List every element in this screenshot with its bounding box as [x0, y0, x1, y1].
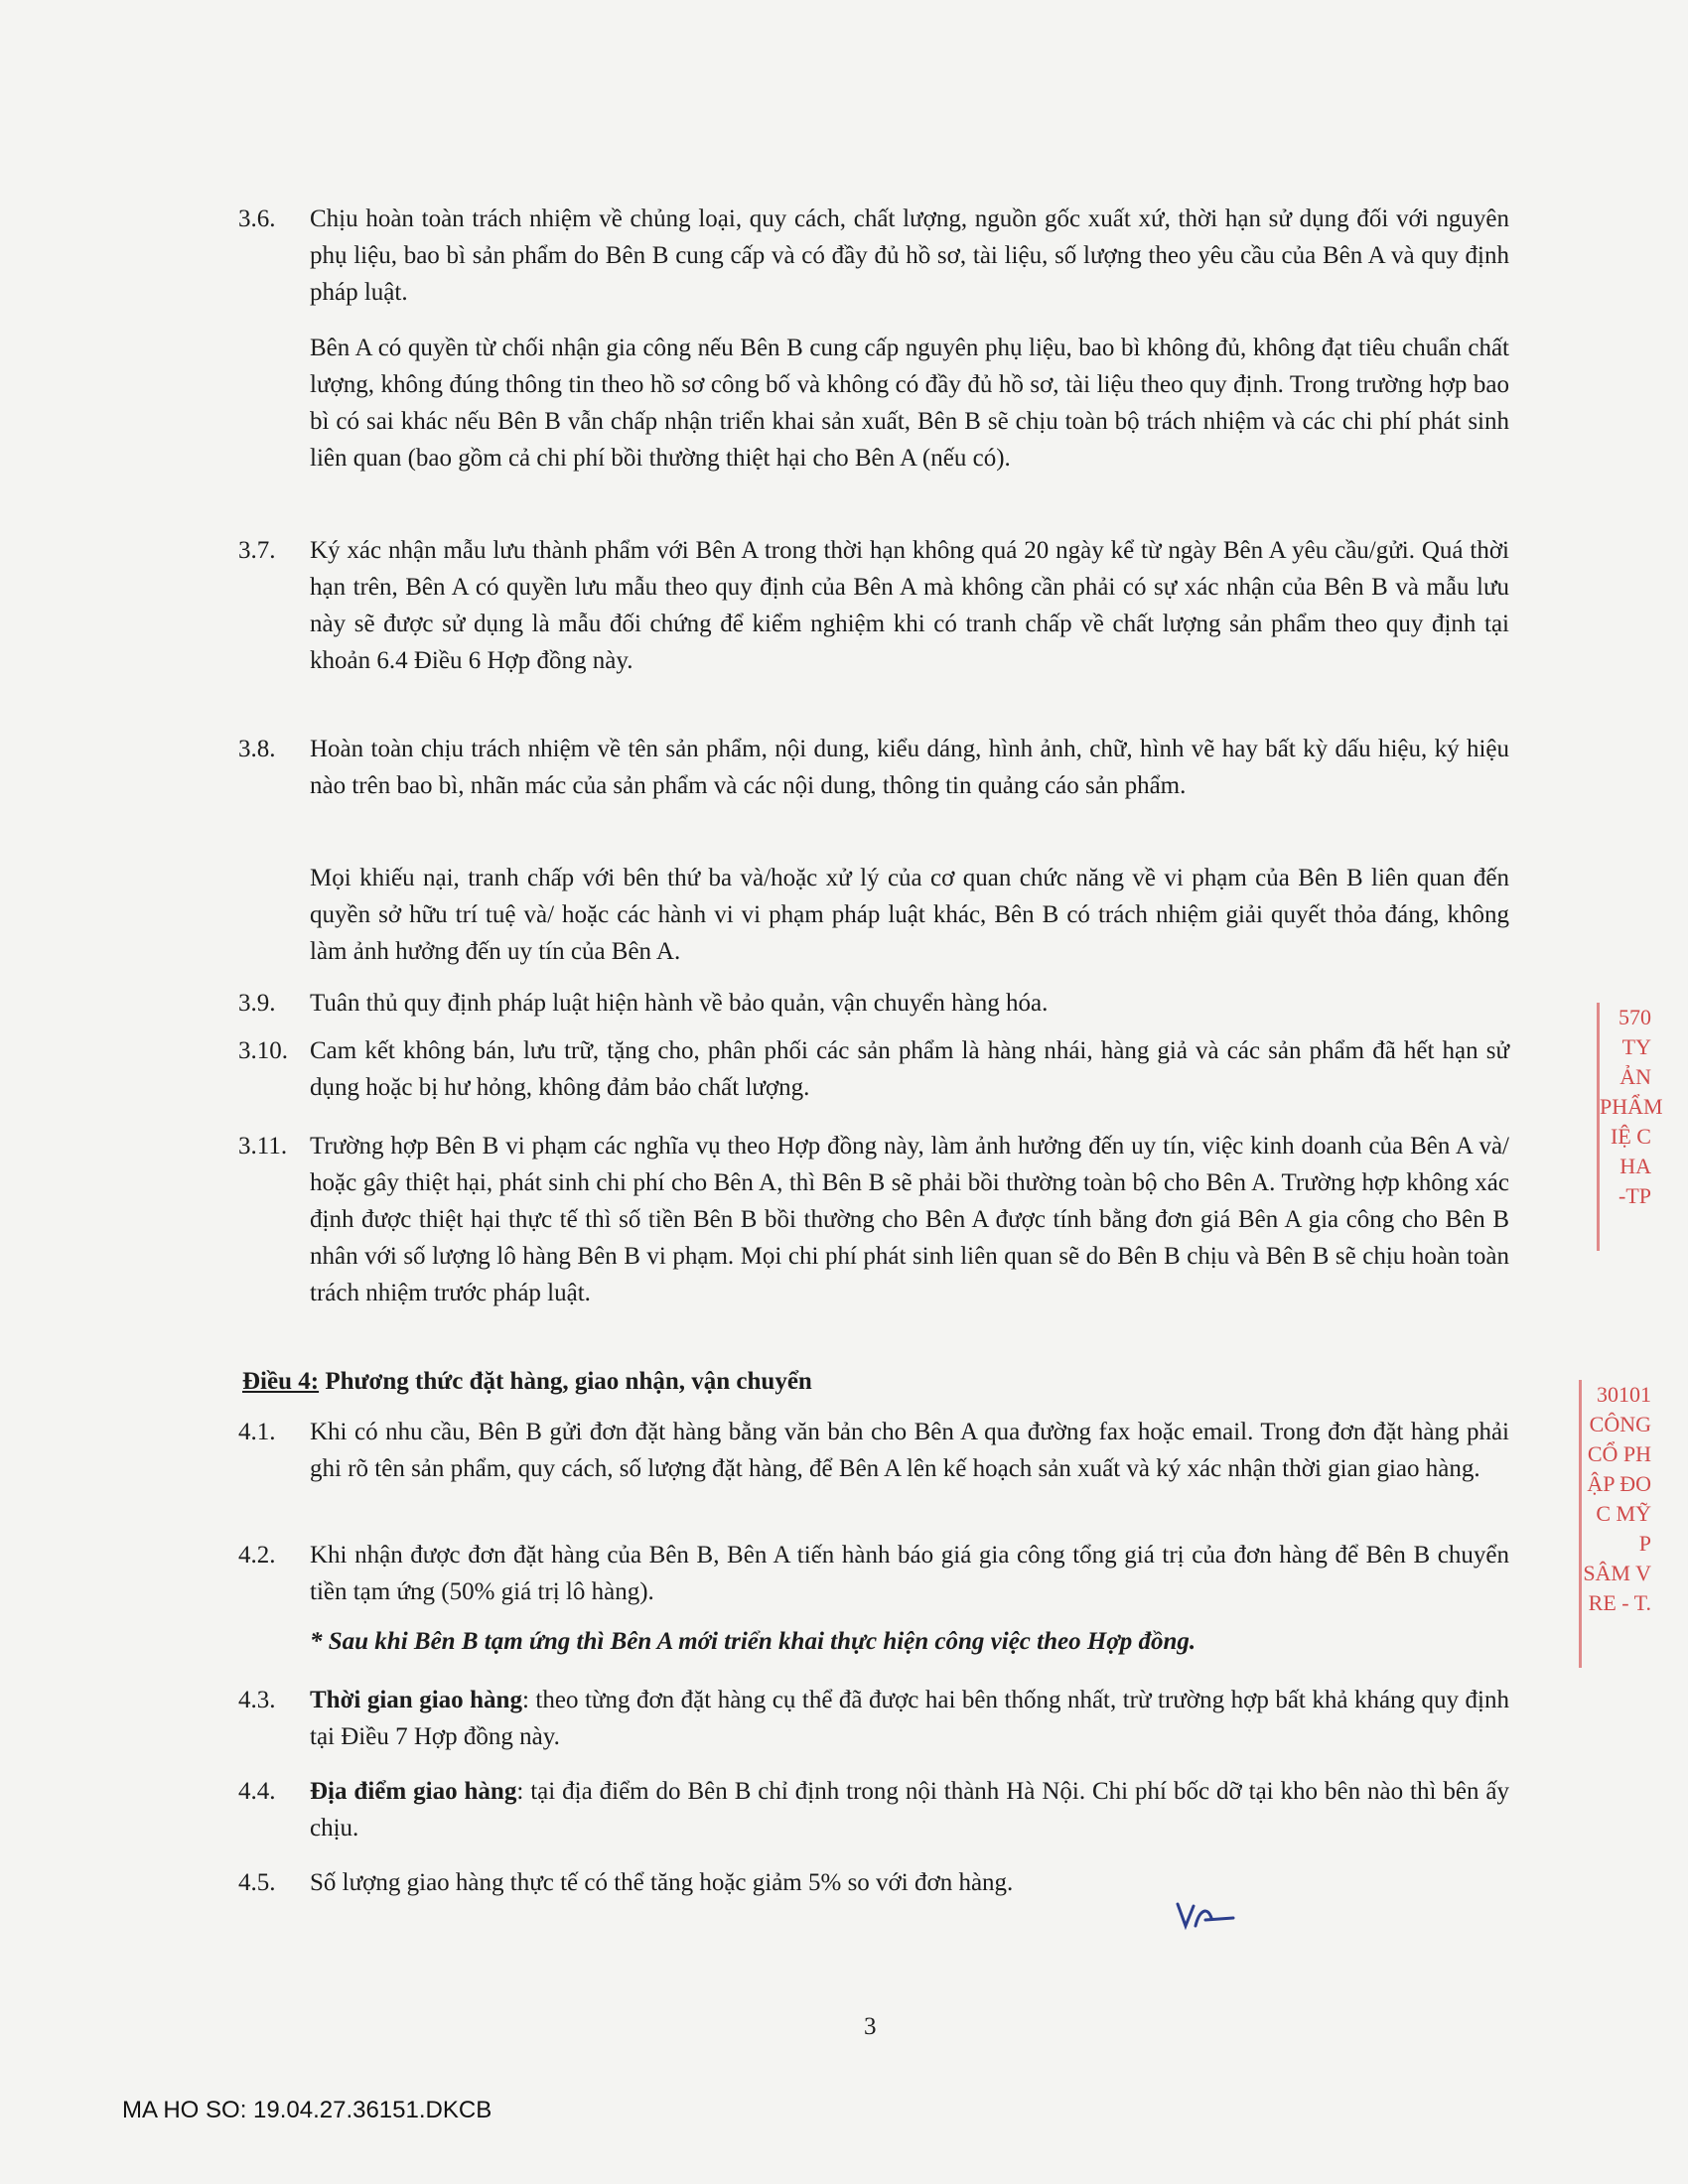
clause-text: Ký xác nhận mẫu lưu thành phẩm với Bên A trong thời hạn không quá 20 ngày kể từ ngày Bên A yêu cầu/gửi. Quá thời hạn trên, Bên A có quyền lưu mẫu theo quy định của Bên A mà không cần phải có sự xác nhận của Bên B và mẫu lưu này sẽ được sử dụng là mẫu đối chứng để kiểm nghiệm khi có tranh chấp về chất lượng sản phẩm theo quy định tại khoản 6.4 Điều 6 Hợp đồng này.	[310, 537, 1509, 674]
clause-body: : theo từng đơn đặt hàng cụ thể đã được hai bên thống nhất, trừ trường hợp bất khả kháng quy định tại Điều 7 Hợp đồng này.	[310, 1687, 1509, 1750]
clause-text: Trường hợp Bên B vi phạm các nghĩa vụ theo Hợp đồng này, làm ảnh hưởng đến uy tín, việc kinh doanh của Bên A và/ hoặc gây thiệt hại, phát sinh chi phí cho Bên A, thì Bên B sẽ phải bồi thường toàn bộ cho Bên A. Trường hợp không xác định được thiệt hại thực tế thì số tiền Bên B bồi thường cho Bên A được tính bằng đơn giá Bên A gia công cho Bên B nhân với số lượng lô hàng Bên B vi phạm. Mọi chi phí phát sinh liên quan sẽ do Bên B chịu và Bên B sẽ chịu hoàn toàn trách nhiệm trước pháp luật.	[310, 1133, 1509, 1306]
clause-number: 4.5.	[238, 1869, 276, 1896]
article-title: Phương thức đặt hàng, giao nhận, vận chuyển	[325, 1368, 812, 1395]
clause-text: Tuân thủ quy định pháp luật hiện hành về bảo quản, vận chuyển hàng hóa.	[310, 990, 1049, 1017]
clause-number: 4.2.	[238, 1542, 276, 1569]
clause-text	[310, 1773, 1509, 1846]
clause-text: Số lượng giao hàng thực tế có thể tăng hoặc giảm 5% so với đơn hàng.	[310, 1869, 1014, 1896]
clause-body: : tại địa điểm do Bên B chỉ định trong nội thành Hà Nội. Chi phí bốc dỡ tại kho bên nào thì bên ấy chịu.	[310, 1778, 1510, 1842]
stamp-text: CỔ PH	[1587, 1441, 1651, 1466]
advance-payment-note: * Sau khi Bên B tạm ứng thì Bên A mới triển khai thực hiện công việc theo Hợp đồng.	[310, 1628, 1196, 1655]
clause-3-6-paragraph: Bên A có quyền từ chối nhận gia công nếu Bên B cung cấp nguyên phụ liệu, bao bì không đủ, không đạt tiêu chuẩn chất lượng, không đúng thông tin theo hồ sơ công bố và không có đầy đủ hồ sơ, tài liệu theo quy định. Trong trường hợp bao bì có sai khác nếu Bên B vẫn chấp nhận triển khai sản xuất, Bên B sẽ chịu toàn bộ trách nhiệm và các chi phí phát sinh liên quan (bao gồm cả chi phí bồi thường thiệt hại cho Bên A (nếu có).	[310, 335, 1509, 472]
stamp-text: C MỸ P	[1596, 1501, 1651, 1556]
clause-text: Hoàn toàn chịu trách nhiệm về tên sản phẩm, nội dung, kiểu dáng, hình ảnh, chữ, hình vẽ hay bất kỳ dấu hiệu, ký hiệu nào trên bao bì, nhãn mác của sản phẩm và các nội dung, thông tin quảng cáo sản phẩm.	[310, 736, 1509, 799]
clause-text	[310, 1682, 1509, 1755]
clause-bold-term: Địa điểm giao hàng	[310, 1778, 517, 1805]
clause-number: 3.6.	[238, 205, 276, 232]
stamp-text: 570	[1618, 1005, 1651, 1029]
stamp-text: 30101	[1597, 1382, 1651, 1407]
clause-number: 4.3.	[238, 1687, 276, 1713]
clause-text: Khi có nhu cầu, Bên B gửi đơn đặt hàng bằng văn bản cho Bên A qua đường fax hoặc email. Trong đơn đặt hàng phải ghi rõ tên sản phẩm, quy cách, số lượng đặt hàng, để Bên A lên kế hoạch sản xuất và ký xác nhận thời gian giao hàng.	[310, 1419, 1509, 1482]
company-stamp-fragment-1	[1597, 1003, 1663, 1251]
stamp-text: SÂM V	[1583, 1561, 1651, 1585]
stamp-text: CÔNG	[1589, 1412, 1651, 1436]
company-stamp-fragment-2	[1579, 1380, 1651, 1668]
clause-number: 3.9.	[238, 990, 276, 1017]
stamp-text: IỆ C	[1611, 1124, 1651, 1149]
stamp-text: ẬP ĐO	[1587, 1471, 1651, 1496]
stamp-text: PHẨM	[1600, 1094, 1663, 1119]
clause-number: 3.11.	[238, 1133, 288, 1160]
article-label: Điều 4:	[242, 1368, 320, 1395]
clause-text: Khi nhận được đơn đặt hàng của Bên B, Bên A tiến hành báo giá gia công tổng giá trị của đơn hàng để Bên B chuyển tiền tạm ứng (50% giá trị lô hàng).	[310, 1542, 1509, 1605]
stamp-text: HA	[1619, 1154, 1651, 1178]
article-4-heading	[242, 1368, 812, 1396]
clause-number: 3.7.	[238, 537, 276, 564]
clause-bold-term: Thời gian giao hàng	[310, 1687, 522, 1713]
clause-number: 3.10.	[238, 1037, 288, 1064]
clause-text: Chịu hoàn toàn trách nhiệm về chủng loại, quy cách, chất lượng, nguồn gốc xuất xứ, thời hạn sử dụng đối với nguyên phụ liệu, bao bì sản phẩm do Bên B cung cấp và có đầy đủ hồ sơ, tài liệu, số lượng theo yêu cầu của Bên A và quy định pháp luật.	[310, 205, 1509, 306]
stamp-text: ẢN	[1619, 1064, 1651, 1089]
page-number: 3	[864, 2013, 877, 2040]
clause-number: 4.4.	[238, 1778, 276, 1805]
clause-number: 4.1.	[238, 1419, 276, 1445]
clause-text: Cam kết không bán, lưu trữ, tặng cho, phân phối các sản phẩm là hàng nhái, hàng giả và các sản phẩm đã hết hạn sử dụng hoặc bị hư hỏng, không đảm bảo chất lượng.	[310, 1037, 1509, 1101]
clause-3-8-paragraph: Mọi khiếu nại, tranh chấp với bên thứ ba và/hoặc xử lý của cơ quan chức năng về vi phạm của Bên B liên quan đến quyền sở hữu trí tuệ và/ hoặc các hành vi vi phạm pháp luật khác, Bên B có trách nhiệm giải quyết thỏa đáng, không làm ảnh hưởng đến uy tín của Bên A.	[310, 865, 1509, 965]
handwritten-initials-icon	[1172, 1896, 1241, 1936]
stamp-text: RE - T.	[1588, 1590, 1651, 1615]
clause-number: 3.8.	[238, 736, 276, 762]
dossier-code: MA HO SO: 19.04.27.36151.DKCB	[122, 2097, 492, 2123]
stamp-text: -TP	[1618, 1183, 1651, 1208]
stamp-text: TY	[1621, 1034, 1651, 1059]
